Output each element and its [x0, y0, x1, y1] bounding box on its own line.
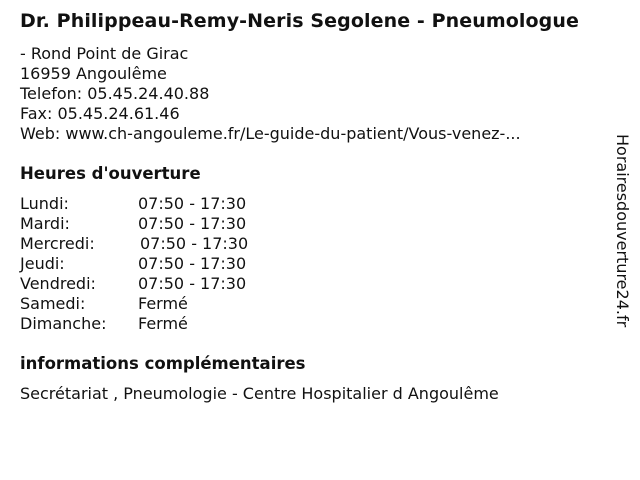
day-label: Jeudi:: [20, 254, 65, 273]
phone-number: Telefon: 05.45.24.40.88: [20, 84, 210, 103]
time-value: 07:50 - 17:30: [140, 234, 249, 253]
page-title: Dr. Philippeau-Remy-Neris Segolene - Pneumologue: [20, 10, 580, 32]
time-value: Fermé: [138, 314, 188, 333]
brand-watermark: [612, 134, 632, 346]
fax-number: Fax: 05.45.24.61.46: [20, 104, 180, 123]
day-label: Mardi:: [20, 214, 70, 233]
city-address: 16959 Angoulême: [20, 64, 167, 83]
street-address: - Rond Point de Girac: [20, 44, 189, 63]
day-label: Vendredi:: [20, 274, 96, 293]
additional-info-heading: informations complémentaires: [20, 354, 306, 373]
time-value: 07:50 - 17:30: [138, 194, 247, 213]
time-value: Fermé: [138, 294, 188, 313]
time-value: 07:50 - 17:30: [138, 274, 247, 293]
time-value: 07:50 - 17:30: [138, 254, 247, 273]
day-label: Samedi:: [20, 294, 86, 313]
address-block: [20, 44, 521, 144]
day-label: Dimanche:: [20, 314, 107, 333]
day-label: Mercredi:: [20, 234, 95, 253]
time-value: 07:50 - 17:30: [138, 214, 247, 233]
day-label: Lundi:: [20, 194, 69, 213]
website-link[interactable]: Web: www.ch-angouleme.fr/Le-guide-du-patient/Vous-venez-...: [20, 124, 521, 143]
brand-text: Horairesdouverture24.fr: [613, 134, 632, 328]
opening-hours-heading: Heures d'ouverture: [20, 164, 201, 183]
additional-info-text: Secrétariat , Pneumologie - Centre Hospitalier d Angoulême: [20, 384, 499, 403]
